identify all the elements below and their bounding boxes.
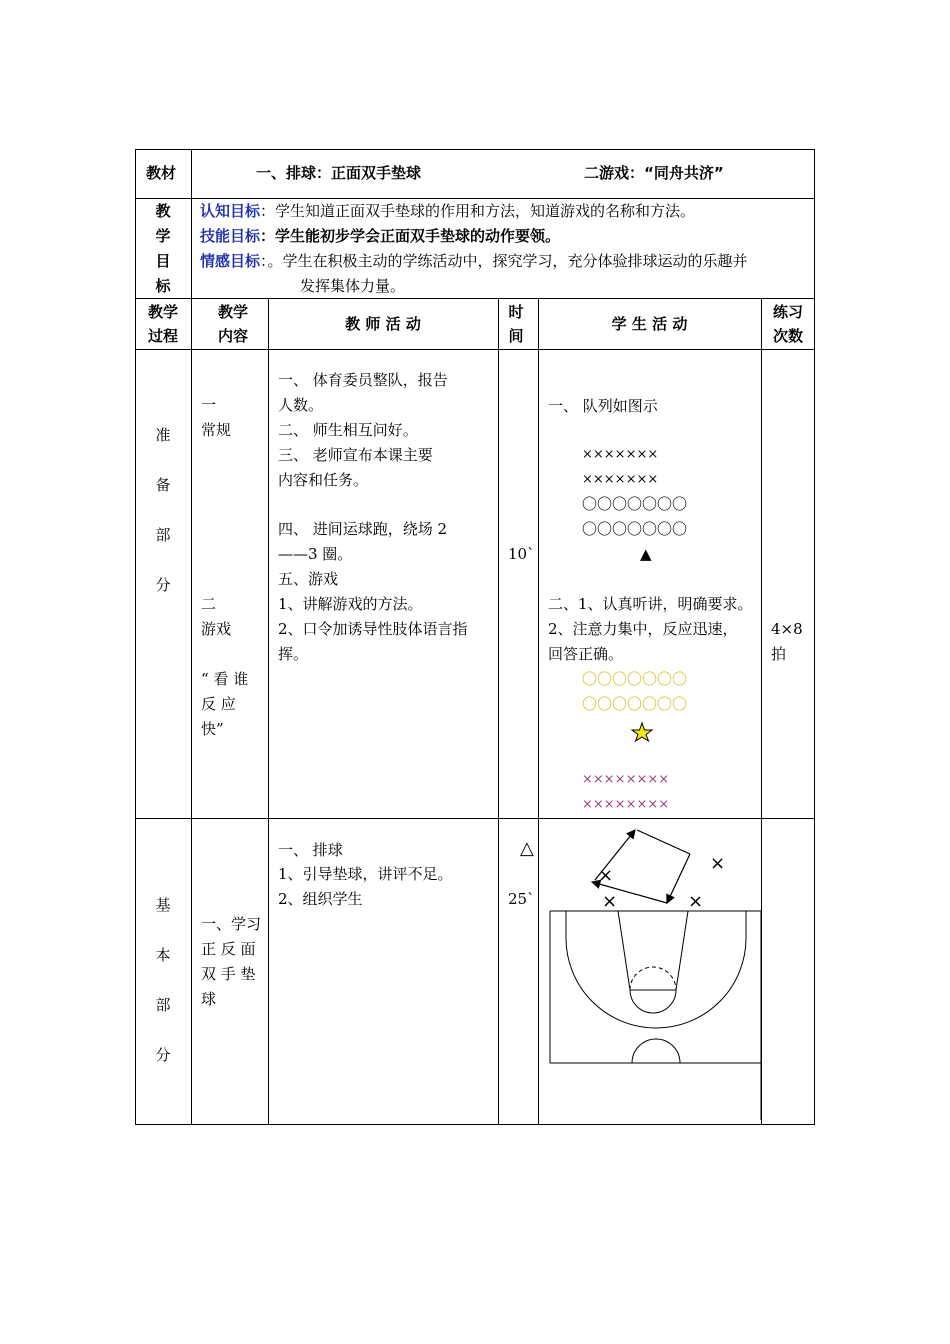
- player-cross: ×: [688, 891, 704, 912]
- topic-volleyball: 一、排球：正面双手垫球: [256, 164, 422, 182]
- player-cross: ×: [710, 853, 726, 874]
- game-row-x: ××××××××: [582, 797, 670, 812]
- col-header-teacher: 教 师 活 动: [345, 315, 421, 333]
- player-cross: ×: [598, 865, 614, 886]
- topic-game: 二游戏：“同舟共济”: [584, 164, 724, 182]
- header-label: 教材: [146, 164, 177, 182]
- teacher-triangle-icon: ▲: [640, 545, 652, 563]
- game-row-x: ××××××××: [582, 772, 670, 787]
- formation-row-o: 〇〇〇〇〇〇〇: [582, 520, 688, 538]
- star-icon: [630, 722, 654, 742]
- emotion-objective: 情感目标：。学生在积极主动的学练活动中，探究学习，充分体验排球运动的乐趣并: [200, 252, 748, 270]
- cognitive-objective: 认知目标：学生知道正面双手垫球的作用和方法，知道游戏的名称和方法。: [200, 202, 696, 220]
- prep-time: 10`: [508, 545, 535, 563]
- formation-row-x: ×××××××: [582, 447, 659, 462]
- game-row-o: 〇〇〇〇〇〇〇: [582, 695, 688, 713]
- formation-row-x: ×××××××: [582, 472, 659, 487]
- col-header-student: 学 生 活 动: [611, 315, 688, 333]
- open-triangle-icon: △: [520, 838, 534, 859]
- skill-objective: 技能目标：学生能初步学会正面双手垫球的动作要领。: [200, 227, 561, 245]
- basic-time: 25`: [508, 890, 535, 908]
- emotion-objective-cont: 发挥集体力量。: [300, 277, 406, 295]
- game-row-o: 〇〇〇〇〇〇〇: [582, 670, 688, 688]
- court-diagram: [540, 820, 762, 1120]
- player-cross: ×: [602, 891, 618, 912]
- formation-row-o: 〇〇〇〇〇〇〇: [582, 495, 688, 513]
